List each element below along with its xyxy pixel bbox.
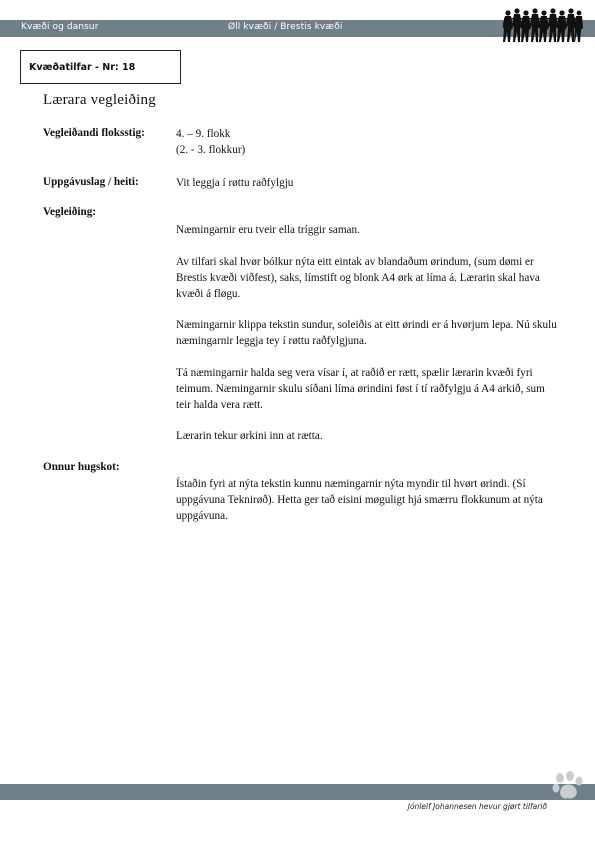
grade-value-line-2: (2. - 3. flokkur)	[176, 144, 246, 156]
material-number-box	[20, 50, 181, 84]
footer-bar	[0, 784, 595, 800]
page-title: Lærara vegleiðing	[43, 92, 156, 108]
author-credit: Jónleif Johannesen hevur gjørt tilfarið	[407, 802, 547, 811]
guidance-paragraph: Næmingarnir klippa tekstin sundur, soleiðis at eitt ørindi er á hvørjum lepa. Nú skulu næmingarnir leggja tey í røttu raðfylgjuna.	[176, 319, 557, 347]
other-ideas-paragraph: Ístaðin fyri at nýta tekstin kunnu næmingarnir nýta myndir til hvørt ørindi. (Sí uppgávuna Teknirøð). Hetta ger tað eisini møguligt hjá smærru flokkunum at nýta uppgávuna.	[176, 478, 543, 522]
material-number-label: Kvæðatilfar - Nr: 18	[29, 62, 136, 73]
header-section-title: Kvæði og dansur	[21, 22, 99, 32]
grade-value-line-1: 4. – 9. flokk	[176, 128, 231, 140]
grade-value	[176, 126, 245, 158]
guidance-label: Vegleiðing:	[43, 206, 97, 218]
grade-label: Vegleiðandi floksstig:	[43, 127, 145, 139]
guidance-paragraph: Av tilfari skal hvør bólkur nýta eitt eintak av blandaðum ørindum, (sum dømi er Brestis kvæði viðfest), saks, límstift og blonk A4 ørk at líma á. Lærarin skal hava kvæði á fløgu.	[176, 256, 540, 300]
dancers-logo-icon	[503, 7, 583, 45]
paw-print-icon	[551, 771, 585, 801]
header-subtitle: Øll kvæði / Brestis kvæði	[228, 22, 343, 32]
guidance-paragraph: Lærarin tekur ørkini inn at rætta.	[176, 430, 323, 442]
guidance-paragraph: Tá næmingarnir halda seg vera vísar í, at raðið er rætt, spælir lærarin kvæði fyri teimum. Næmingarnir skulu síðani líma ørindini føst í tí raðfylgju á A4 arkið, sum teir halda vera rætt.	[176, 367, 545, 411]
task-value: Vit leggja í røttu raðfylgju	[176, 177, 294, 189]
task-label: Uppgávuslag / heiti:	[43, 176, 139, 188]
other-ideas-label: Onnur hugskot:	[43, 461, 120, 473]
guidance-paragraph: Næmingarnir eru tveir ella tríggir saman.	[176, 224, 360, 236]
